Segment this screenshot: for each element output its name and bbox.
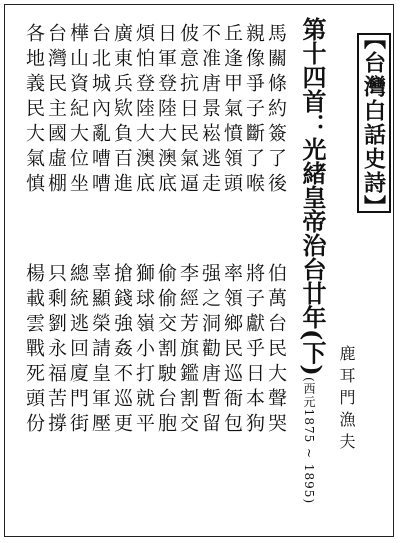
verse-upper-12: 各地義民大氣慎: [23, 23, 45, 198]
verse-lower-10: 總統逃回廈門街: [67, 263, 89, 438]
verse-upper-8: 廣東兵欵負百進: [111, 23, 133, 198]
verse-upper-2: 親像爭子斷了喉: [243, 23, 265, 198]
verse-lower-6: 偷偷交割駛台胞: [155, 263, 177, 438]
verse-upper-5: 佊意抗日民氣逼: [177, 23, 199, 198]
verse-upper-1: 馬關條約簽了後: [265, 23, 287, 198]
author-name: 鹿耳門漁夫: [337, 345, 356, 455]
verse-lower-12: 楊載雲戰死頭份: [23, 263, 45, 438]
verse-upper-3: 丘逢甲氣憤領頭: [221, 23, 243, 198]
poem-heading: 第十四首：光緒皇帝治台廿年(下): [298, 17, 327, 376]
verse-upper-4: 不准唐景崧逃走: [199, 23, 221, 198]
verse-upper-9: 台北城內亂嘈嘈: [89, 23, 111, 198]
verse-lower-3: 率領鄉民巡衙包: [221, 263, 243, 438]
verse-lower-1: 伯萬台民大聲哭: [265, 263, 287, 438]
verse-lower-11: 只剩劉永福苦撐: [45, 263, 67, 438]
verse-lower-5: 李經芳旗鑑割交: [177, 263, 199, 438]
verse-lower-9: 辜顯榮請皇軍壓: [89, 263, 111, 438]
era-range: (西元1875 ~ 1895): [302, 377, 316, 505]
verse-lower-4: 强之洞勸唐暫留: [199, 263, 221, 438]
verse-upper-10: 樺山資紀大位坐: [67, 23, 89, 198]
document-page: [4, 4, 394, 537]
book-title: 【台灣白話史詩】: [357, 33, 391, 213]
verse-upper-7: 煩怕登陸大澳底: [133, 23, 155, 198]
verse-lower-8: 搶錢強姦不巡更: [111, 263, 133, 438]
verse-lower-2: 將子獻乎日本狗: [243, 263, 265, 438]
verse-lower-7: 獅球嶺小打就平: [133, 263, 155, 438]
verse-upper-11: 台灣民主國虛棚: [45, 23, 67, 198]
verse-upper-6: 日軍登陸大澳底: [155, 23, 177, 198]
